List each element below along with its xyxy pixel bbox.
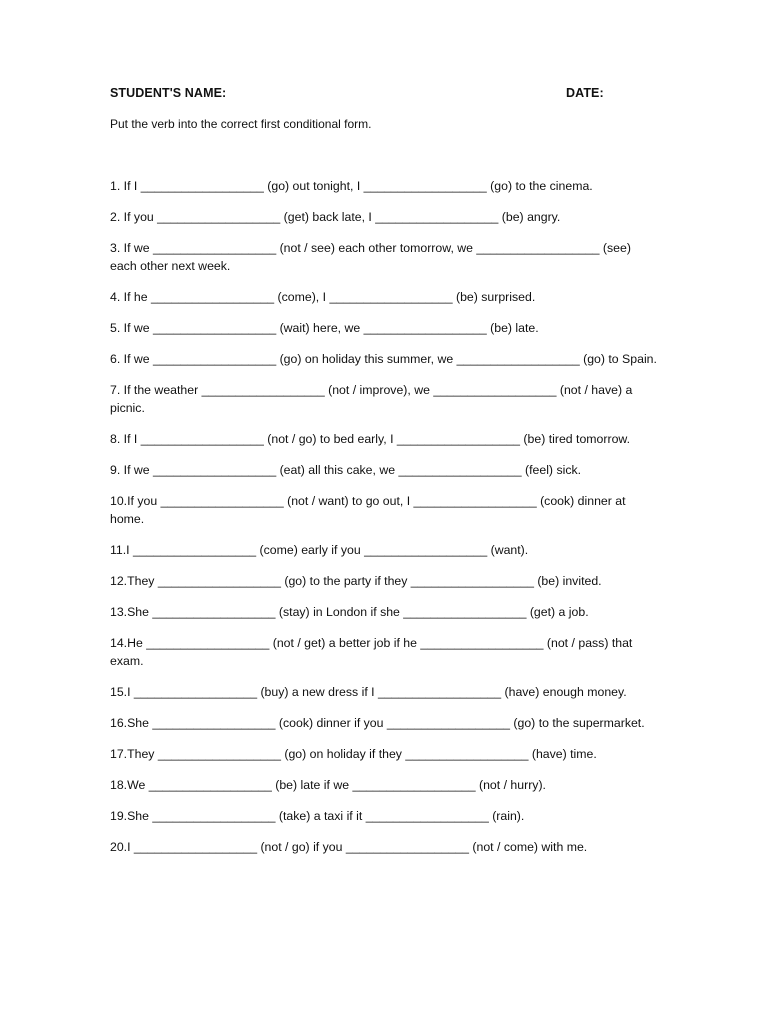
exercise-item: 15.I __________________ (buy) a new dress if I __________________ (have) enough money.: [110, 685, 627, 699]
exercise-item: 10.If you __________________ (not / want) to go out, I __________________ (cook) dinner at home.: [110, 494, 629, 526]
instruction-text: Put the verb into the correct first conditional form.: [110, 117, 372, 131]
exercise-item: 3. If we __________________ (not / see) each other tomorrow, we __________________ (see) each other next week.: [110, 241, 635, 273]
worksheet-header: [110, 86, 630, 104]
exercise-item: 4. If he __________________ (come), I __________________ (be) surprised.: [110, 290, 536, 304]
exercise-item: 13.She __________________ (stay) in London if she __________________ (get) a job.: [110, 605, 589, 619]
exercise-item: 1. If I __________________ (go) out tonight, I __________________ (go) to the cinema.: [110, 179, 593, 193]
exercise-item: 18.We __________________ (be) late if we __________________ (not / hurry).: [110, 778, 546, 792]
exercise-item: 6. If we __________________ (go) on holiday this summer, we __________________ (go) to Spain.: [110, 352, 657, 366]
exercise-item: 7. If the weather __________________ (not / improve), we __________________ (not / have) a picnic.: [110, 383, 636, 415]
exercise-item: 11.I __________________ (come) early if you __________________ (want).: [110, 543, 529, 557]
exercise-item: 12.They __________________ (go) to the party if they __________________ (be) invited.: [110, 574, 602, 588]
exercise-item: 16.She __________________ (cook) dinner if you __________________ (go) to the supermarket.: [110, 716, 645, 730]
exercise-list: [110, 177, 660, 869]
student-name-label: STUDENT'S NAME:: [110, 86, 227, 100]
exercise-item: 2. If you __________________ (get) back late, I __________________ (be) angry.: [110, 210, 561, 224]
exercise-item: 19.She __________________ (take) a taxi if it __________________ (rain).: [110, 809, 525, 823]
exercise-item: 9. If we __________________ (eat) all this cake, we __________________ (feel) sick.: [110, 463, 582, 477]
exercise-item: 5. If we __________________ (wait) here, we __________________ (be) late.: [110, 321, 539, 335]
date-label: DATE:: [566, 86, 604, 100]
exercise-item: 8. If I __________________ (not / go) to bed early, I __________________ (be) tired tomorrow.: [110, 432, 631, 446]
exercise-item: 14.He __________________ (not / get) a better job if he __________________ (not / pass) that exam.: [110, 636, 636, 668]
exercise-item: 20.I __________________ (not / go) if you __________________ (not / come) with me.: [110, 840, 588, 854]
exercise-item: 17.They __________________ (go) on holiday if they __________________ (have) time.: [110, 747, 597, 761]
